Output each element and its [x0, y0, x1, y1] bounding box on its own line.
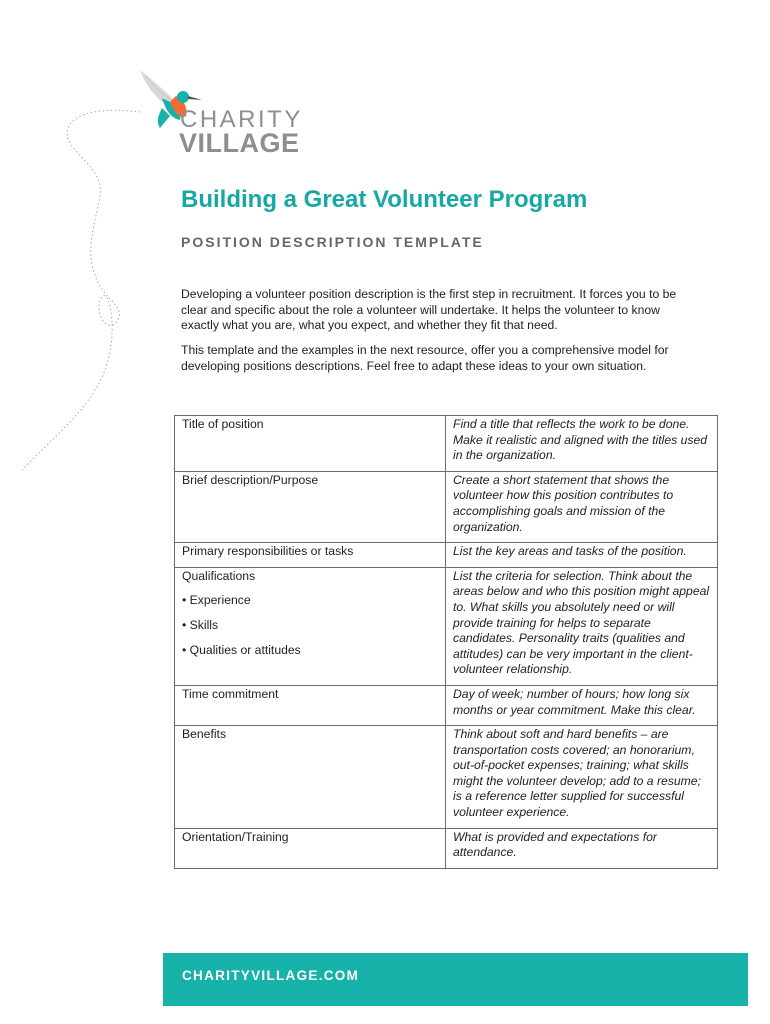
- position-description-table: [174, 415, 718, 869]
- footer-website-link[interactable]: CHARITYVILLAGE.COM: [182, 968, 360, 983]
- row-description: What is provided and expectations for attendance.: [446, 828, 718, 868]
- row-label: Qualifications: [182, 568, 256, 583]
- row-label: Primary responsibilities or tasks: [175, 543, 446, 568]
- logo-wordmark-charity: CHARITY: [180, 106, 303, 133]
- intro-paragraph: Developing a volunteer position description is the first step in recruitment. It forces you to be clear and specific about the role a volunteer will undertake. It helps the volunteer to know exactly what you are, what you expect, and whether they fit that need.: [181, 287, 677, 333]
- row-label: Benefits: [175, 726, 446, 829]
- row-label: Brief description/Purpose: [175, 471, 446, 542]
- logo-wordmark-village: VILLAGE: [179, 128, 300, 158]
- row-description: Find a title that reflects the work to be done. Make it realistic and aligned with the titles used in the organization.: [446, 416, 718, 472]
- row-label: Time commitment: [175, 685, 446, 725]
- row-label: Title of position: [175, 416, 446, 472]
- row-description: Create a short statement that shows the volunteer how this position contributes to accomplishing goals and mission of the organization.: [446, 471, 718, 542]
- table-row: [175, 567, 718, 685]
- table-row: [175, 685, 718, 725]
- row-description: List the criteria for selection. Think about the areas below and who this position might appeal to. What skills you absolutely need or will provide training for helps to separate candidates. Personality traits (qualities and attitudes) can be very important in the client-volunteer relationship.: [446, 567, 718, 685]
- qualification-bullet: • Skills: [182, 617, 219, 632]
- row-description: Day of week; number of hours; how long six months or year commitment. Make this clear.: [446, 685, 718, 725]
- footer-banner: [163, 953, 748, 1006]
- qualification-bullet: • Qualities or attitudes: [182, 642, 301, 657]
- table-row: [175, 471, 718, 542]
- intro-paragraph: This template and the examples in the next resource, offer you a comprehensive model for developing positions descriptions. Feel free to adapt these ideas to your own situation.: [181, 343, 669, 373]
- page-subtitle: POSITION DESCRIPTION TEMPLATE: [181, 234, 484, 250]
- row-label: Orientation/Training: [175, 828, 446, 868]
- row-description: Think about soft and hard benefits – are transportation costs covered; an honorarium, out-of-pocket expenses; training; what skills might the volunteer develop; add to a resume; is a reference letter supplied for successful volunteer experience.: [446, 726, 718, 829]
- qualification-bullet: • Experience: [182, 593, 251, 608]
- row-description: List the key areas and tasks of the position.: [446, 543, 718, 568]
- qualifications-cell: [175, 567, 446, 685]
- page-title: Building a Great Volunteer Program: [181, 186, 588, 213]
- table-row: [175, 543, 718, 568]
- table-row: [175, 416, 718, 472]
- table-row: [175, 828, 718, 868]
- table-row: [175, 726, 718, 829]
